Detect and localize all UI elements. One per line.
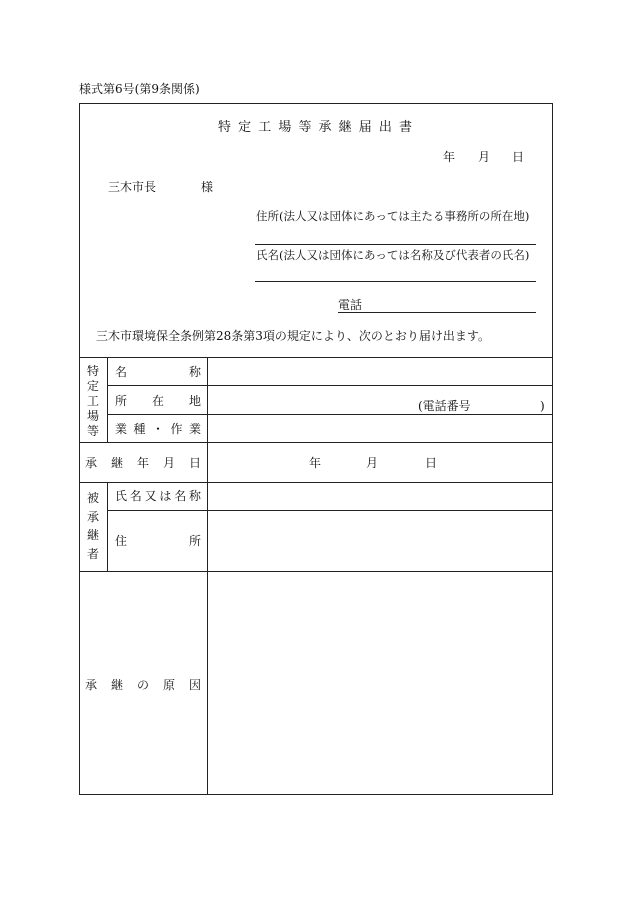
factory-industry-field[interactable] (208, 415, 552, 442)
predecessor-address-field[interactable] (208, 511, 552, 571)
addressee-name: 三木市長 (108, 180, 157, 194)
rule (107, 357, 108, 442)
rule (107, 482, 108, 571)
predecessor-address-label: 住 所 (115, 534, 201, 548)
applicant-phone-label: 電話 (338, 298, 363, 312)
date-month: 月 (478, 150, 491, 164)
applicant-name-label: 氏名(法人又は団体にあっては名称及び代表者の氏名) (256, 248, 530, 262)
factory-name-field[interactable] (208, 358, 552, 385)
date-year: 年 (443, 150, 456, 164)
predecessor-group-label: 被 承 継 者 (86, 491, 99, 561)
predecessor-name-field[interactable] (208, 483, 552, 510)
factory-group-label: 特 定 工 場 等 (86, 364, 99, 438)
applicant-address-line[interactable] (255, 244, 536, 245)
date-day: 日 (512, 150, 525, 164)
reason-label: 承 継 の 原 因 (85, 678, 201, 692)
statement-text: 三木市環境保全条例第28条第3項の規定により、次のとおり届け出ます。 (96, 329, 490, 343)
form-number: 様式第6号(第9条関係) (79, 82, 200, 96)
succession-year: 年 (309, 456, 322, 470)
succession-date-label: 承 継 年 月 日 (85, 456, 201, 470)
factory-location-label: 所 在 地 (115, 394, 201, 408)
factory-name-label: 名 称 (115, 365, 201, 379)
rule (79, 442, 553, 443)
factory-industry-label: 業 種 ・ 作 業 (115, 422, 201, 436)
factory-phone-open: (電話番号 (418, 399, 471, 413)
factory-location-field[interactable] (208, 386, 552, 414)
predecessor-name-label: 氏 名 又 は 名 称 (115, 489, 201, 503)
succession-day: 日 (425, 456, 438, 470)
applicant-name-line[interactable] (255, 281, 536, 282)
applicant-address-label: 住所(法人又は団体にあっては主たる事務所の所在地) (256, 209, 530, 223)
reason-field[interactable] (208, 572, 552, 794)
addressee-honorific: 様 (201, 180, 214, 194)
succession-month: 月 (366, 456, 379, 470)
applicant-phone-line[interactable] (338, 312, 536, 313)
factory-phone-close: ) (540, 399, 545, 413)
form-title: 特 定 工 場 等 承 継 届 出 書 (218, 120, 412, 135)
